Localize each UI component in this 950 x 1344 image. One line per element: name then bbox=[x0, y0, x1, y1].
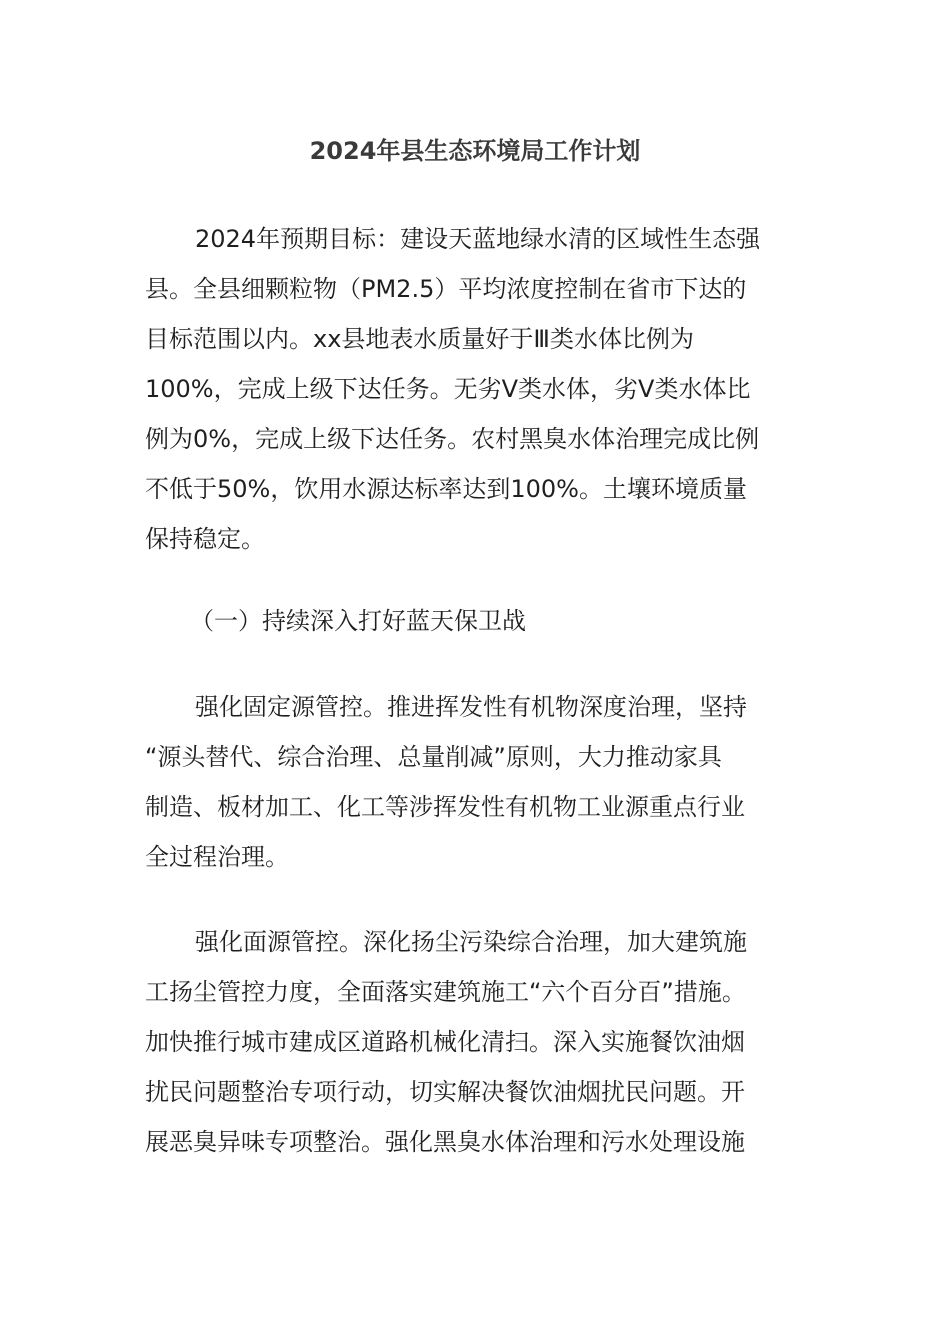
paragraph-goals bbox=[145, 214, 810, 564]
paragraph-line: 工扬尘管控力度，全面落实建筑施工“六个百分百”措施。 bbox=[145, 978, 746, 1006]
paragraph-line: 2024年预期目标：建设天蓝地绿水清的区域性生态强 bbox=[195, 225, 761, 253]
paragraph-line: 加快推行城市建成区道路机械化清扫。深入实施餐饮油烟 bbox=[145, 1028, 745, 1056]
paragraph-line: 展恶臭异味专项整治。强化黑臭水体治理和污水处理设施 bbox=[145, 1128, 745, 1156]
paragraph-line: “源头替代、综合治理、总量削减”原则，大力推动家具 bbox=[145, 743, 722, 771]
paragraph-line: 制造、板材加工、化工等涉挥发性有机物工业源重点行业 bbox=[145, 793, 745, 821]
paragraph-line: 强化固定源管控。推进挥发性有机物深度治理，坚持 bbox=[195, 693, 747, 721]
paragraph-line: 扰民问题整治专项行动，切实解决餐饮油烟扰民问题。开 bbox=[145, 1078, 745, 1106]
document-title: 2024年县生态环境局工作计划 bbox=[309, 137, 641, 165]
paragraph-line: 100%，完成上级下达任务。无劣Ⅴ类水体，劣Ⅴ类水体比 bbox=[145, 375, 751, 403]
section-heading-text: （一）持续深入打好蓝天保卫战 bbox=[190, 607, 526, 635]
paragraph-line: 强化面源管控。深化扬尘污染综合治理，加大建筑施 bbox=[195, 928, 747, 956]
paragraph-line: 例为0%，完成上级下达任务。农村黑臭水体治理完成比例 bbox=[145, 425, 760, 453]
paragraph-line: 全过程治理。 bbox=[145, 843, 289, 871]
paragraph-line: 目标范围以内。xx县地表水质量好于Ⅲ类水体比例为 bbox=[145, 325, 694, 353]
paragraph-area-source bbox=[145, 917, 810, 1167]
paragraph-line: 县。全县细颗粒物（PM2.5）平均浓度控制在省市下达的 bbox=[145, 275, 747, 303]
paragraph-line: 保持稳定。 bbox=[145, 525, 265, 553]
section-heading bbox=[145, 596, 810, 646]
paragraph-line: 不低于50%，饮用水源达标率达到100%。土壤环境质量 bbox=[145, 475, 747, 503]
paragraph-fixed-source bbox=[145, 682, 810, 882]
